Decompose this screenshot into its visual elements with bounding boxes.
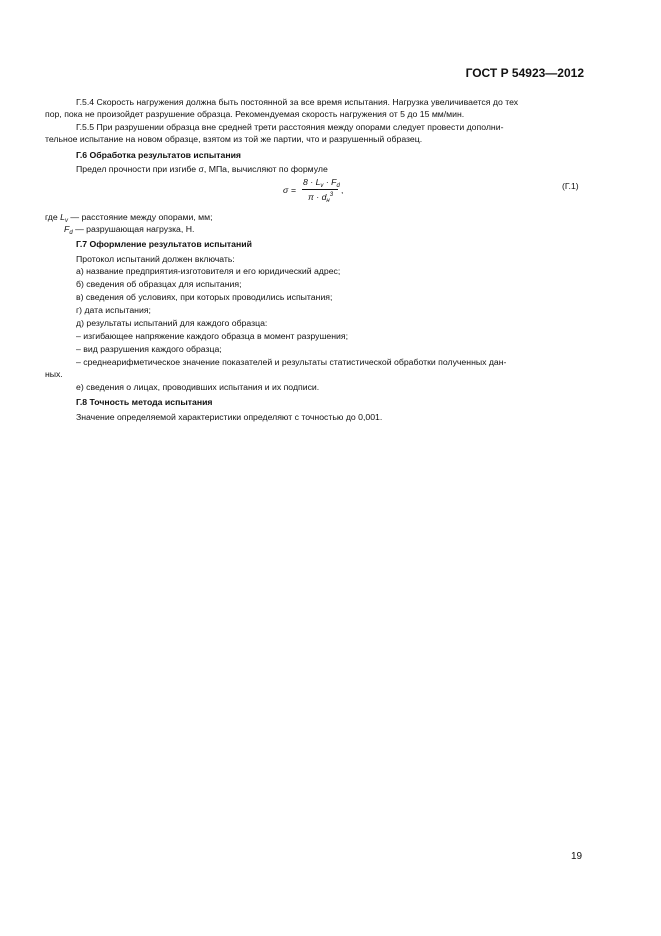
where-line-1: где $L_v$ — расстояние между опорами, мм;: [45, 212, 213, 224]
paragraph-g7: Протокол испытаний должен включать:: [76, 254, 235, 264]
paragraph-g55-line1: Г.5.5 При разрушении образца вне средней трети расстояния между опорами следует провести дополни-: [76, 122, 504, 132]
paragraph-g8: Значение определяемой характеристики определяют с точностью до 0,001.: [76, 412, 383, 422]
fraction-bar: [302, 189, 338, 190]
heading-g8: Г.8 Точность метода испытания: [76, 397, 213, 407]
heading-g7: Г.7 Оформление результатов испытаний: [76, 239, 252, 249]
paragraph-g55-line2: тельное испытание на новом образце, взятом из той же партии, что и разрушенный образец.: [45, 134, 423, 144]
list-item-b: б) сведения об образцах для испытания;: [76, 279, 242, 289]
formula-equals: =: [291, 185, 297, 195]
paragraph-g6: Предел прочности при изгибе σ, МПа, вычисляют по формуле: [76, 164, 328, 174]
formula-denominator: $\pi \cdot d_н^3$: [308, 192, 334, 204]
formula-numerator: $8 \cdot L_v \cdot F_d$: [303, 177, 340, 189]
sub-item-3-line2: ных.: [45, 369, 63, 379]
paragraph-g54-line1: Г.5.4 Скорость нагружения должна быть постоянной за все время испытания. Нагрузка увеличивается до тех: [76, 97, 519, 107]
sub-item-1: – изгибающее напряжение каждого образца в момент разрушения;: [76, 331, 349, 341]
list-item-d: д) результаты испытаний для каждого образца:: [76, 318, 268, 328]
sub-item-3-line1: – среднеарифметическое значение показателей и результаты статистической обработки полученных дан-: [76, 357, 507, 367]
paragraph-g54-line2: пор, пока не произойдет разрушение образца. Рекомендуемая скорость нагружения от 5 до 15 мм/мин.: [45, 109, 465, 119]
formula-comma: ,: [341, 185, 344, 195]
list-item-a: а) название предприятия-изготовителя и его юридический адрес;: [76, 266, 341, 276]
formula-g1: [283, 177, 373, 205]
list-item-e: е) сведения о лицах, проводивших испытания и их подписи.: [76, 382, 320, 392]
where-line-2: $F_d$ — разрушающая нагрузка, Н.: [64, 224, 195, 236]
list-item-g: г) дата испытания;: [76, 305, 151, 315]
formula-sigma: σ: [283, 185, 289, 195]
formula-number: (Г.1): [562, 181, 579, 191]
list-item-v: в) сведения об условиях, при которых проводились испытания;: [76, 292, 333, 302]
sub-item-2: – вид разрушения каждого образца;: [76, 344, 222, 354]
heading-g6: Г.6 Обработка результатов испытания: [76, 150, 241, 160]
standard-number: ГОСТ Р 54923—2012: [465, 66, 584, 80]
page-number: 19: [571, 851, 583, 862]
